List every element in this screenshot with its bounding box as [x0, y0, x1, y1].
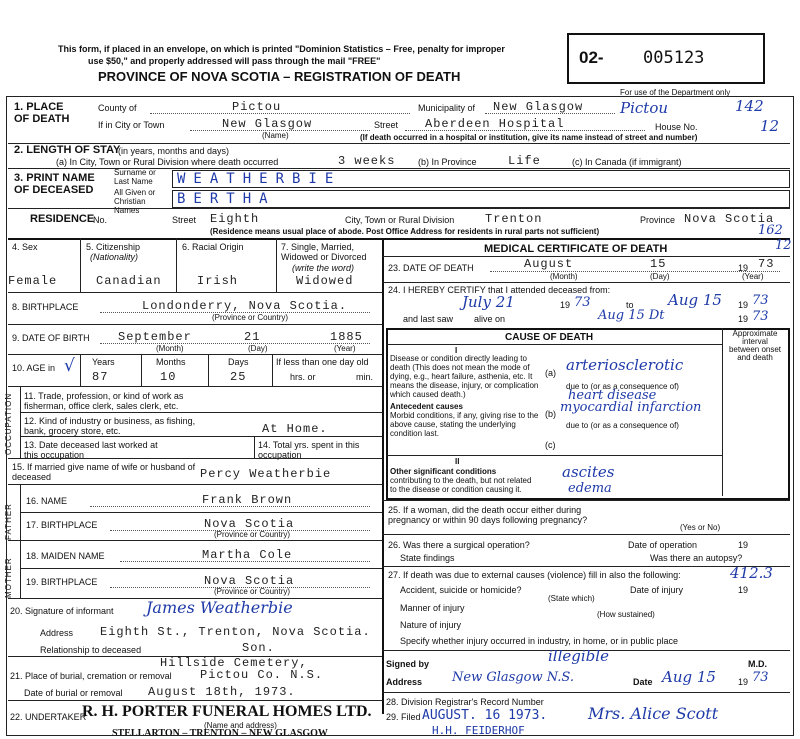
injury-year-prefix: 19: [738, 585, 749, 595]
residence-province-value: Nova Scotia: [684, 212, 775, 226]
attended-to-label: to: [626, 300, 634, 310]
father-birthplace-value: Nova Scotia: [204, 517, 295, 531]
attended-to-year: 73: [752, 293, 769, 308]
burial-date-label: Date of burial or removal: [24, 688, 123, 698]
death-year-prefix: 19: [738, 263, 749, 273]
spouse-label: 15. If married give name of wife or husband of deceased: [12, 462, 196, 482]
cause-c-label: (c): [545, 440, 556, 450]
name-hint: (Name): [262, 131, 289, 140]
mother-maiden-value: Martha Cole: [202, 548, 293, 562]
last-saw-label: and last saw: [403, 314, 454, 324]
municipality-label: Municipality of: [418, 103, 476, 113]
dept-note: For use of the Department only: [620, 88, 731, 97]
registrar-name: H.H. FEIDERHOF: [432, 724, 525, 737]
antecedent-text: Morbid conditions, if any, giving rise to the above cause, stating the underlying condition last.: [390, 411, 539, 438]
mother-maiden-label: 18. MAIDEN NAME: [26, 551, 105, 561]
given-label: All Given or Christian Names: [114, 188, 156, 215]
last-saw-year: 73: [752, 309, 769, 324]
racial-value: Irish: [197, 274, 239, 288]
sex-label: 4. Sex: [12, 242, 38, 252]
mother-birthplace-hint: (Province or Country): [214, 587, 291, 596]
age-years: 87: [92, 370, 109, 384]
injury-date-label: Date of injury: [630, 585, 684, 595]
specify-label: Specify whether injury occurred in industry, in home, or in public place: [400, 636, 678, 646]
burial-place-value: Pictou Co. N.S.: [200, 668, 324, 682]
occupation-industry-value: At Home.: [262, 422, 328, 436]
citizenship-hint: (Nationality): [90, 252, 139, 262]
father-name-label: 16. NAME: [26, 496, 68, 506]
burial-place-label: 21. Place of burial, cremation or removal: [10, 671, 172, 681]
signed-year-value: 73: [752, 670, 769, 685]
dept-code-162: 162: [758, 223, 783, 238]
citizenship-value: Canadian: [96, 274, 162, 288]
residence-street-label: Street: [172, 215, 197, 225]
surname-value: WEATHERBIE: [177, 171, 342, 187]
cause-b2-value: myocardial infarction: [560, 400, 702, 415]
how-sustained-hint: (How sustained): [597, 610, 655, 619]
section-i-label: I: [455, 346, 458, 355]
q25-yes-no: (Yes or No): [680, 523, 721, 532]
age-days: 25: [230, 370, 247, 384]
cause-b-label: (b): [545, 409, 556, 419]
occupation-q11: 11. Trade, profession, or kind of work as fisherman, office clerk, sales clerk, etc.: [24, 391, 184, 411]
city-label: If in City or Town: [98, 120, 165, 130]
death-date-label: 23. DATE OF DEATH: [388, 263, 474, 273]
due-to-b: due to (or as a consequence of): [566, 421, 679, 430]
age-months-label: Months: [156, 357, 186, 367]
house-label: House No.: [655, 122, 698, 132]
occupation-side-label: OCCUPATION: [4, 392, 13, 455]
md-label: M.D.: [748, 659, 767, 669]
surname-label: Surname or Last Name: [114, 168, 156, 186]
municipality-value: New Glasgow: [493, 100, 584, 114]
marital-hint: (write the word): [292, 263, 355, 273]
attended-from-prefix: 19: [560, 300, 571, 310]
dept-code-12b: 12: [775, 238, 792, 253]
occupation-q12: 12. Kind of industry or business, as fishing, bank, grocery store, etc.: [24, 416, 196, 436]
birthplace-value: Londonderry, Nova Scotia.: [142, 299, 348, 313]
dob-month-hint: (Month): [156, 344, 184, 353]
birthplace-hint: (Province or Country): [212, 313, 289, 322]
signed-by-label: Signed by: [386, 659, 430, 669]
undertaker-name: R. H. PORTER FUNERAL HOMES LTD.: [82, 703, 372, 720]
last-saw-prefix: 19: [738, 314, 749, 324]
attended-from: July 21: [462, 293, 515, 311]
dob-year-hint: (Year): [334, 344, 356, 353]
spouse-value: Percy Weatherbie: [200, 467, 332, 481]
attended-label: 24. I HEREBY CERTIFY that I attended deceased from:: [388, 285, 611, 295]
state-findings-label: State findings: [400, 553, 455, 563]
signer-address-label: Address: [386, 677, 423, 687]
citizenship-label: 5. Citizenship: [86, 242, 141, 252]
death-day: 15: [650, 257, 667, 271]
q27-text: 27. If death was due to external causes (violence) fill in also the following:: [388, 570, 681, 580]
q25-text: 25. If a woman, did the death occur either during pregnancy or within 90 days following pregnancy?: [388, 505, 588, 525]
death-month-hint: (Month): [550, 272, 578, 281]
form-title: PROVINCE OF NOVA SCOTIA – REGISTRATION OF DEATH: [98, 69, 461, 84]
cause-a-label: (a): [545, 368, 556, 378]
hospital-note: (If death occurred in a hospital or institution, give its name instead of street and number): [360, 133, 698, 142]
nature-label: Nature of injury: [400, 620, 462, 630]
dept-code-pictou: Pictou: [620, 99, 669, 117]
accident-label: Accident, suicide or homicide?: [400, 585, 522, 595]
q29-label: 29. Filed: [386, 712, 421, 722]
informant-signature: James Weatherbie: [146, 598, 293, 617]
manner-label: Manner of injury: [400, 603, 465, 613]
burial-date-value: August 18th, 1973.: [148, 685, 296, 699]
father-birthplace-label: 17. BIRTHPLACE: [26, 520, 98, 530]
residence-note: (Residence means usual place of abode. Post Office Address for residents in rural parts not sufficient): [210, 227, 600, 236]
length-of-stay-label: 2. LENGTH OF STAY: [14, 144, 121, 156]
signer-address-value: New Glasgow N.S.: [452, 670, 574, 685]
cause-b1-value: heart disease: [568, 388, 657, 403]
father-birthplace-hint: (Province or Country): [214, 530, 291, 539]
stay-canada-label: (c) In Canada (if immigrant): [572, 157, 682, 167]
residence-city-label: City, Town or Rural Division: [345, 215, 455, 225]
age-label: 10. AGE in: [12, 363, 56, 373]
filed-date: AUGUST. 16 1973.: [422, 708, 548, 723]
undertaker-address: STELLARTON – TRENTON – NEW GLASGOW: [112, 728, 328, 739]
state-which-hint: (State which): [548, 594, 595, 603]
autopsy-label: Was there an autopsy?: [650, 553, 743, 563]
occupation-q14: 14. Total yrs. spent in this occupation: [258, 440, 360, 460]
marital-label: 7. Single, Married, Widowed or Divorced: [281, 242, 367, 262]
attended-to-prefix: 19: [738, 300, 749, 310]
print-name-label: 3. PRINT NAME OF DECEASED: [14, 172, 95, 196]
reg-number: 005123: [643, 48, 705, 68]
alive-on-label: alive on: [474, 314, 506, 324]
q26-text: 26. Was there a surgical operation?: [388, 540, 530, 550]
street-label: Street: [374, 120, 399, 130]
antecedent-title: Antecedent causes: [390, 402, 463, 411]
stay-city-value: 3 weeks: [338, 154, 396, 168]
age-months: 10: [160, 370, 177, 384]
street-value: Aberdeen Hospital: [425, 117, 565, 131]
medical-certificate-title: MEDICAL CERTIFICATE OF DEATH: [484, 243, 668, 255]
other-condition-1: ascites: [562, 463, 615, 481]
mother-birthplace-label: 19. BIRTHPLACE: [26, 577, 98, 587]
age-check-mark: √: [64, 356, 75, 376]
sex-value: Female: [8, 274, 58, 288]
registration-number-box: [567, 33, 765, 84]
residence-street-value: Eighth: [210, 212, 260, 226]
filed-signature: Mrs. Alice Scott: [588, 704, 719, 723]
age-years-label: Years: [92, 357, 115, 367]
q26-date-label: Date of operation: [628, 540, 698, 550]
residence-label: RESIDENCE: [30, 213, 95, 225]
due-to-a: due to (or as a consequence of): [566, 382, 679, 391]
informant-address-value: Eighth St., Trenton, Nova Scotia.: [100, 625, 371, 639]
age-less-label: If less than one day old: [276, 357, 369, 367]
death-year-hint: (Year): [742, 272, 764, 281]
city-value: New Glasgow: [222, 117, 313, 131]
dob-label: 9. DATE OF BIRTH: [12, 333, 90, 343]
undertaker-label: 22. UNDERTAKER: [10, 712, 87, 722]
dob-day: 21: [244, 330, 261, 344]
other-condition-2: edema: [568, 481, 612, 496]
signed-year-prefix: 19: [738, 677, 749, 687]
length-hint: (in years, months and days): [118, 146, 230, 156]
dept-code-142: 142: [735, 97, 764, 115]
q27-code: 412.3: [730, 564, 773, 582]
age-days-label: Days: [228, 357, 249, 367]
county-value: Pictou: [232, 100, 282, 114]
racial-label: 6. Racial Origin: [182, 242, 244, 252]
signed-date-label: Date: [633, 677, 653, 687]
death-month: August: [524, 257, 574, 271]
death-day-hint: (Day): [650, 272, 670, 281]
given-boxes: [172, 190, 790, 208]
section-ii-label: II: [455, 457, 460, 466]
stay-province-label: (b) In Province: [418, 157, 477, 167]
place-of-death-label: 1. PLACE OF DEATH: [14, 101, 70, 125]
residence-city-value: Trenton: [485, 212, 543, 226]
age-hrs-label: hrs. or: [290, 372, 316, 382]
death-year: 73: [758, 257, 775, 271]
stay-city-label: (a) In City, Town or Rural Division where death occurred: [56, 157, 279, 167]
residence-province-label: Province: [640, 215, 676, 225]
county-label: County of: [98, 103, 137, 113]
q28-label: 28. Division Registrar's Record Number: [386, 697, 544, 707]
stay-province-value: Life: [508, 154, 541, 168]
given-value: BERTHA: [177, 191, 276, 207]
other-text: contributing to the death, but not related to the disease or condition causing it.: [390, 476, 532, 494]
cause-a-value: arteriosclerotic: [566, 356, 684, 374]
relationship-value: Son.: [242, 641, 275, 655]
attended-to: Aug 15: [668, 291, 722, 309]
q26-year-prefix: 19: [738, 540, 749, 550]
notice-line1: This form, if placed in an envelope, on which is printed "Dominion Statistics – Free, penalty for improper: [58, 44, 505, 54]
relationship-label: Relationship to deceased: [40, 645, 142, 655]
dob-day-hint: (Day): [248, 344, 268, 353]
undertaker-hint: (Name and address): [204, 721, 277, 730]
dept-code-12: 12: [760, 117, 780, 135]
dob-month: September: [118, 330, 192, 344]
marital-value: Widowed: [296, 274, 354, 288]
dob-year: 1885: [330, 330, 363, 344]
other-title: Other significant conditions: [390, 467, 497, 476]
occupation-q13: 13. Date deceased last worked at this occupation: [24, 440, 158, 460]
reg-prefix: 02-: [579, 48, 604, 67]
residence-no-label: No.: [93, 215, 108, 225]
attended-from-year: 73: [574, 295, 591, 310]
last-saw-date: Aug 15 Dt: [598, 308, 665, 323]
burial-cemetery-value: Hillside Cemetery,: [160, 656, 308, 670]
age-min-label: min.: [356, 372, 374, 382]
signed-by-value: illegible: [548, 647, 609, 665]
father-name-value: Frank Brown: [202, 493, 293, 507]
cause-title: CAUSE OF DEATH: [505, 332, 594, 343]
signed-date-value: Aug 15: [662, 668, 716, 686]
birthplace-label: 8. BIRTHPLACE: [12, 302, 79, 312]
interval-label: Approximate interval between onset and death: [728, 329, 782, 362]
surname-boxes: [172, 170, 790, 188]
mother-side-label: MOTHER: [4, 557, 13, 598]
mother-birthplace-value: Nova Scotia: [204, 574, 295, 588]
informant-signature-label: 20. Signature of informant: [10, 606, 114, 616]
disease-text: Disease or condition directly leading to death (This does not mean the mode of dying, e.g., heart failure, asthenia, etc. It means the disease, injury, or complication which caused death.): [390, 354, 539, 399]
informant-address-label: Address: [40, 628, 74, 638]
father-side-label: FATHER: [4, 503, 13, 540]
notice-line2: use $50," and properly addressed will pass through the mail "FREE": [88, 56, 381, 66]
